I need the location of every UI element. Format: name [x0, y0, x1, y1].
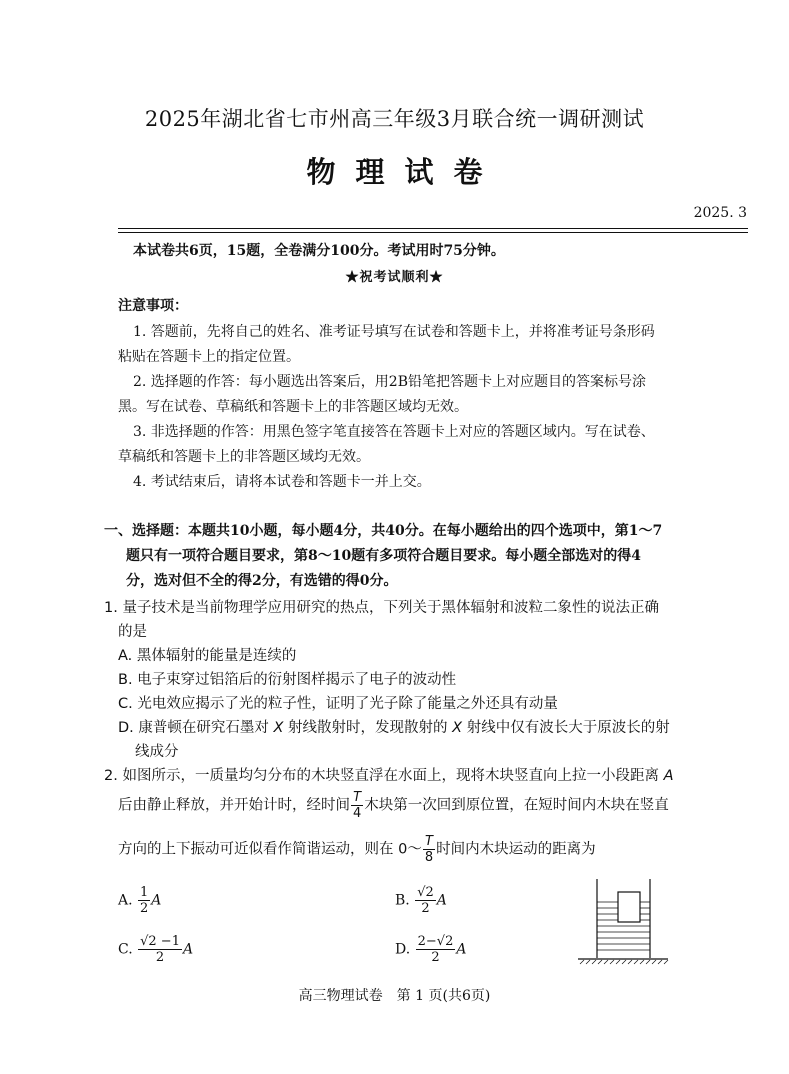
q2-fraction-t-over-4: [351, 790, 363, 821]
q1-option-d-line-2: 线成分: [135, 744, 179, 760]
q2-option-a-fraction: [138, 885, 150, 916]
q2-stem-text-2: 后由静止释放，并开始计时，经时间: [118, 797, 350, 814]
q2-option-b: [395, 885, 447, 916]
q2-fraction-den: 4: [353, 806, 362, 821]
q1-stem-line-2: 的是: [118, 624, 147, 640]
q2-option-c-num: √2 −1: [140, 934, 180, 949]
q1-option-d-text-3: 射线中仅有波长大于原波长的射: [466, 720, 670, 736]
q2-fraction-num-2: T: [423, 834, 435, 850]
q2-option-c-den: 2: [155, 950, 165, 965]
q2-option-a: [118, 885, 161, 916]
q2-stem-text-5: 时间内木块运动的距离为: [436, 841, 596, 858]
q2-fraction-t-over-8: [423, 834, 435, 865]
q2-figure-floating-block: [572, 876, 672, 966]
q2-option-c-var: A: [182, 941, 194, 958]
exam-intro: 本试卷共6页，15题，全卷满分100分。考试用时75分钟。: [133, 243, 505, 259]
header-rule-thick: [118, 228, 748, 229]
good-luck-banner: ★祝考试顺利★: [345, 270, 444, 285]
q2-option-b-num: √2: [417, 885, 434, 900]
notice-item-2-line-2: 黑。写在试卷、草稿纸和答题卡上的非答题区域均无效。: [118, 399, 468, 415]
exam-title: 2025年湖北省七市州高三年级3月联合统一调研测试: [144, 107, 645, 131]
q2-option-a-num: 1: [140, 885, 149, 900]
q2-option-c: [118, 934, 193, 965]
subject-title: 物理试卷: [306, 155, 503, 189]
q2-option-a-var: A: [151, 892, 162, 909]
notice-item-4: 4. 考试结束后，请将本试卷和答题卡一并上交。: [133, 474, 431, 490]
q2-stem-line-2: [118, 790, 669, 821]
notice-title: 注意事项：: [118, 298, 188, 314]
q2-option-c-fraction: [138, 934, 182, 965]
exam-date: 2025. 3: [693, 205, 747, 221]
q1-option-d-line-1: [118, 716, 670, 737]
q2-option-d-num: 2−√2: [417, 934, 454, 949]
q2-option-d: [395, 934, 466, 965]
q2-option-c-label: C.: [118, 941, 133, 958]
q1-option-a: A. 黑体辐射的能量是连续的: [118, 648, 297, 664]
q1-option-d-var-x1: X: [273, 720, 284, 736]
notice-item-3-line-1: 3. 非选择题的作答：用黑色签字笔直接答在答题卡上对应的答题区域内。写在试卷、: [133, 424, 655, 440]
wooden-block: [618, 892, 640, 922]
q1-stem-line-1: 1. 量子技术是当前物理学应用研究的热点，下列关于黑体辐射和波粒二象性的说法正确: [104, 600, 659, 616]
q1-option-d-var-x2: X: [452, 720, 463, 736]
q1-option-c: C. 光电效应揭示了光的粒子性，证明了光子除了能量之外还具有动量: [118, 696, 558, 712]
ground-hatch: [580, 960, 668, 964]
q2-stem-line-3: [118, 834, 596, 865]
q2-stem-var-a: A: [663, 768, 674, 784]
q2-stem-text-1: 2. 如图所示，一质量均匀分布的木块竖直浮在水面上，现将木块竖直向上拉一小段距离: [104, 768, 659, 784]
q2-option-b-var: A: [436, 892, 447, 909]
q2-fraction-den-2: 8: [424, 850, 434, 865]
notice-item-2-line-1: 2. 选择题的作答：每小题选出答案后，用2B铅笔把答题卡上对应题目的答案标号涂: [133, 374, 647, 390]
notice-item-3-line-2: 草稿纸和答题卡上的非答题区域均无效。: [118, 449, 370, 465]
q2-option-a-den: 2: [140, 901, 149, 916]
q2-option-b-den: 2: [421, 901, 430, 916]
q2-option-d-den: 2: [431, 950, 440, 965]
q1-option-b: B. 电子束穿过铝箔后的衍射图样揭示了电子的波动性: [118, 672, 457, 688]
q1-option-d-text-2: 射线散射时，发现散射的: [288, 720, 448, 736]
q2-stem-text-4: 方向的上下振动可近似看作简谐运动，则在 0～: [118, 841, 422, 858]
q2-stem-line-1: [104, 764, 673, 785]
notice-item-1-line-2: 粘贴在答题卡上的指定位置。: [118, 349, 300, 365]
header-rule-thin: [118, 232, 748, 233]
section-1-line-1: 一、选择题：本题共10小题，每小题4分，共40分。在每小题给出的四个选项中，第1～7: [104, 523, 663, 539]
page-footer: 高三物理试卷 第 1 页(共6页): [298, 988, 491, 1004]
q2-fraction-num: T: [351, 790, 363, 806]
q2-option-d-fraction: [416, 934, 456, 965]
q2-option-d-label: D.: [395, 941, 411, 958]
notice-item-1-line-1: 1. 答题前，先将自己的姓名、准考证号填写在试卷和答题卡上，并将准考证号条形码: [133, 324, 655, 340]
q2-option-a-label: A.: [118, 892, 133, 909]
q2-option-d-var: A: [456, 941, 467, 958]
q2-option-b-fraction: [415, 885, 436, 916]
q2-option-b-label: B.: [395, 892, 410, 909]
q1-option-d-text-1: D. 康普顿在研究石墨对: [118, 720, 269, 736]
q2-stem-text-3: 木块第一次回到原位置，在短时间内木块在竖直: [364, 797, 669, 814]
section-1-line-3: 分，选对但不全的得2分，有选错的得0分。: [126, 573, 398, 589]
section-1-line-2: 题只有一项符合题目要求，第8～10题有多项符合题目要求。每小题全部选对的得4: [126, 548, 641, 564]
